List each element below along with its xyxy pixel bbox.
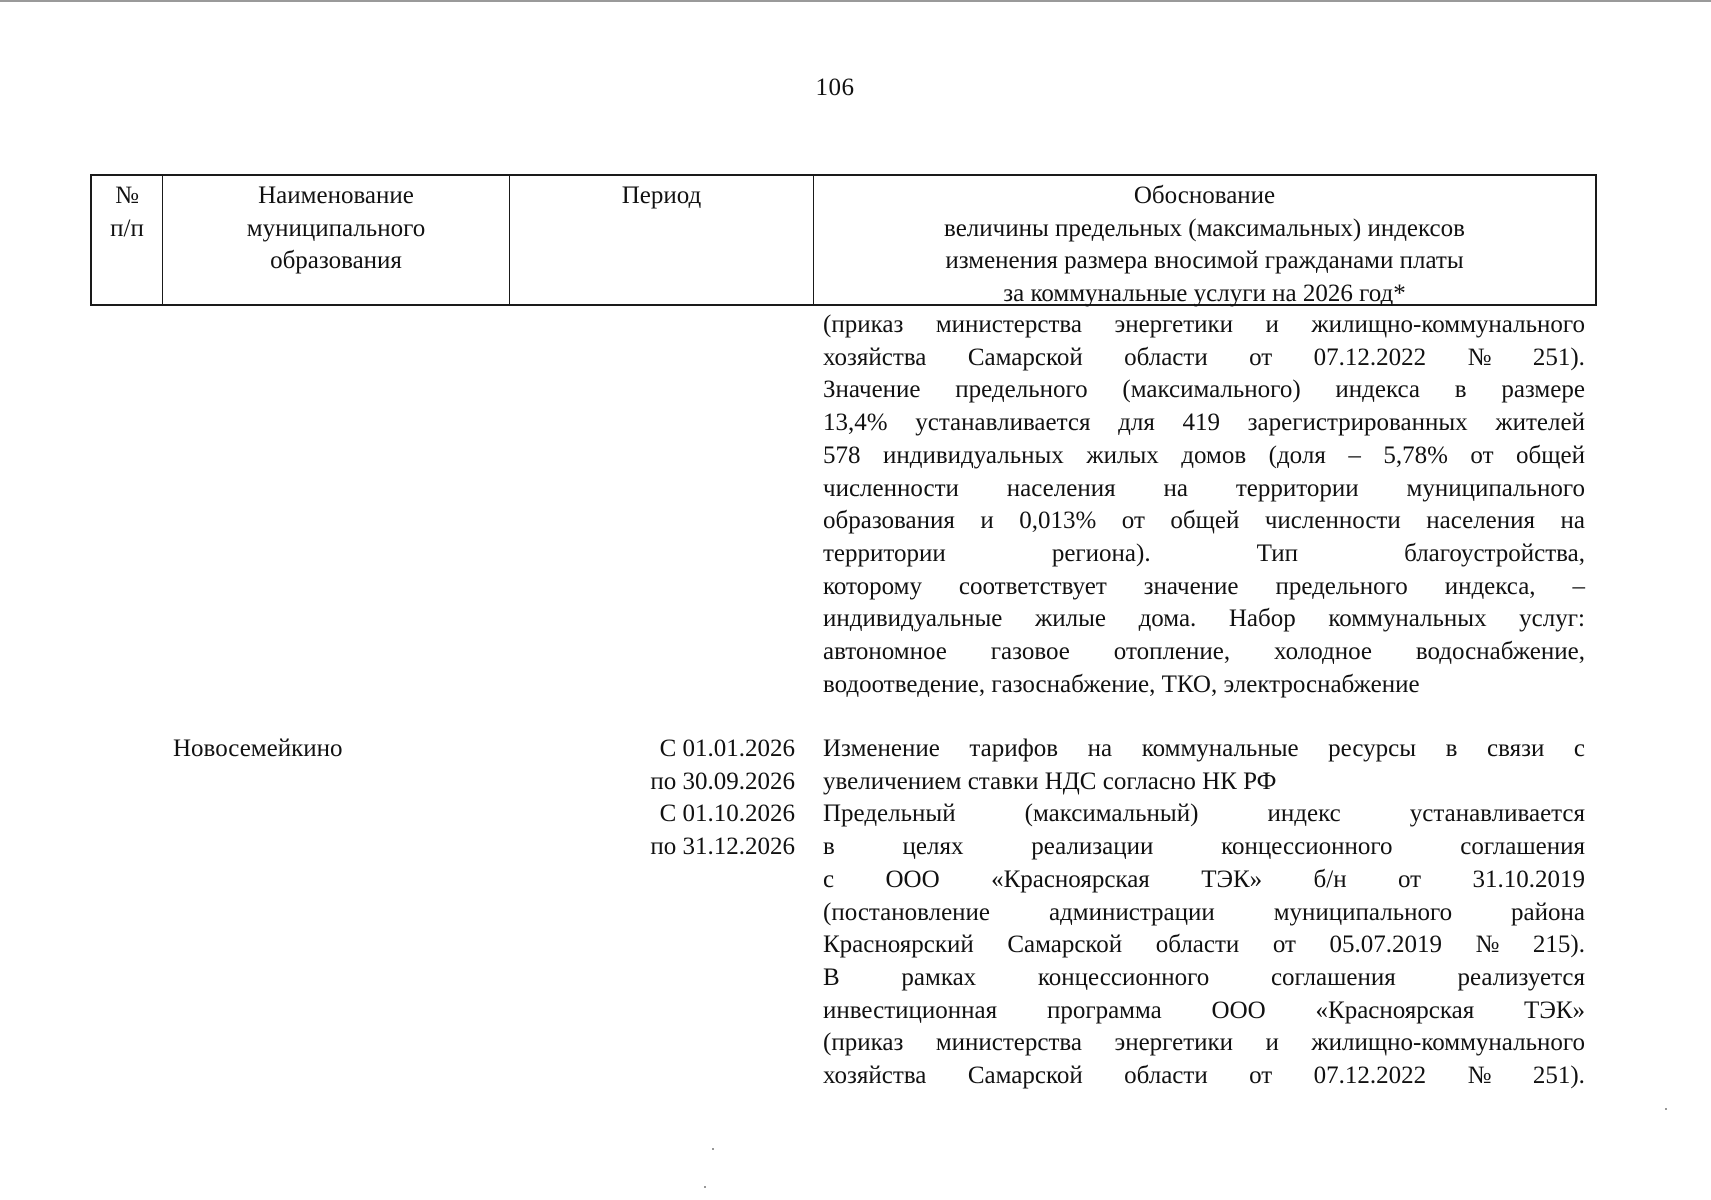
header-basis-line: Обоснование bbox=[1133, 182, 1276, 209]
header-municipality-line: муниципального bbox=[246, 214, 426, 242]
text-line bbox=[823, 407, 1585, 440]
word: № bbox=[1467, 1062, 1492, 1090]
word: которому bbox=[823, 572, 922, 600]
page-number: 106 bbox=[815, 74, 855, 101]
text-line bbox=[823, 505, 1585, 538]
word: населения bbox=[1426, 507, 1536, 535]
header-cell-municipality bbox=[163, 176, 510, 304]
word: 07.12.2022 bbox=[1313, 1062, 1427, 1090]
word: для bbox=[1118, 409, 1155, 437]
word: от bbox=[1272, 931, 1296, 959]
word: 13,4% bbox=[823, 409, 888, 437]
period-cell bbox=[540, 733, 795, 864]
word: «Красноярская bbox=[1315, 996, 1475, 1024]
word: области bbox=[1124, 343, 1208, 371]
word: хозяйства bbox=[823, 1062, 927, 1090]
word: № bbox=[1467, 343, 1492, 371]
word: области bbox=[1124, 1062, 1208, 1090]
header-basis-line: изменения размера вносимой гражданами платы bbox=[945, 247, 1464, 274]
word: министерства bbox=[935, 311, 1082, 338]
word: тарифов bbox=[969, 735, 1059, 762]
word: жилых bbox=[1086, 441, 1159, 469]
text-line bbox=[823, 374, 1585, 407]
word: № bbox=[1475, 931, 1500, 959]
word: энергетики bbox=[1114, 311, 1234, 338]
word: 07.12.2022 bbox=[1313, 343, 1427, 371]
text-line bbox=[823, 473, 1585, 506]
word: водоснабжение, bbox=[1415, 638, 1585, 666]
text-line bbox=[823, 831, 1585, 864]
word: ресурсы bbox=[1328, 735, 1417, 762]
header-municipality-line: Наименование bbox=[258, 182, 414, 209]
table-header bbox=[90, 174, 1597, 306]
word: численности bbox=[1264, 507, 1401, 535]
word: на bbox=[1560, 507, 1585, 535]
period-line: по 30.09.2026 bbox=[650, 767, 795, 795]
text-line bbox=[823, 733, 1585, 766]
period-line: С 01.10.2026 bbox=[659, 800, 795, 828]
scan-speck bbox=[712, 1148, 714, 1150]
scan-speck bbox=[704, 1186, 706, 1188]
word: от bbox=[1397, 865, 1422, 893]
word: Предельный bbox=[823, 800, 956, 828]
word: жилищно-коммунального bbox=[1311, 1029, 1585, 1057]
word: муниципального bbox=[1273, 898, 1453, 926]
word: области bbox=[1155, 931, 1240, 959]
word: зарегистрированных bbox=[1247, 409, 1468, 437]
text-line: увеличением ставки НДС согласно НК РФ bbox=[823, 767, 1277, 795]
word: соглашения bbox=[1270, 963, 1396, 991]
word: от bbox=[1121, 507, 1145, 535]
word: ТЭК» bbox=[1201, 865, 1263, 893]
text-line bbox=[823, 1027, 1585, 1060]
text-line bbox=[823, 309, 1585, 342]
word: ООО bbox=[1211, 996, 1266, 1024]
word: Значение bbox=[823, 376, 921, 404]
word: Набор bbox=[1228, 605, 1296, 633]
text-line bbox=[823, 603, 1585, 636]
word: отопление, bbox=[1113, 638, 1231, 666]
word: и bbox=[1265, 311, 1279, 338]
word: (приказ bbox=[823, 311, 904, 338]
text-line bbox=[823, 636, 1585, 669]
word: муниципального bbox=[1406, 474, 1585, 502]
header-cell-basis bbox=[814, 176, 1595, 307]
word: администрации bbox=[1048, 898, 1215, 926]
word: соглашения bbox=[1460, 833, 1585, 861]
word: (постановление bbox=[823, 898, 991, 926]
word: Самарской bbox=[967, 343, 1083, 371]
word: общей bbox=[1170, 507, 1240, 535]
word: рамках bbox=[901, 963, 977, 991]
word: в bbox=[1454, 376, 1467, 404]
word: хозяйства bbox=[823, 343, 927, 371]
word: холодное bbox=[1274, 638, 1372, 666]
scan-speck bbox=[1665, 1108, 1667, 1110]
word: от bbox=[1249, 1062, 1273, 1090]
word: Изменение bbox=[823, 735, 940, 762]
text-line bbox=[823, 929, 1585, 962]
word: общей bbox=[1516, 441, 1585, 469]
header-number-line: № bbox=[115, 182, 139, 209]
header-cell-number bbox=[92, 176, 163, 304]
word: и bbox=[980, 507, 994, 535]
word: благоустройства, bbox=[1404, 539, 1585, 567]
word: жителей bbox=[1495, 409, 1585, 437]
word: индивидуальные bbox=[823, 605, 1003, 633]
word: предельного bbox=[955, 376, 1088, 404]
header-number-line: п/п bbox=[110, 214, 144, 242]
novosemeikino-basis-text bbox=[823, 733, 1585, 1093]
word: концессионного bbox=[1037, 963, 1210, 991]
word: в bbox=[1445, 735, 1458, 762]
word: концессионного bbox=[1221, 833, 1393, 861]
word: Самарской bbox=[967, 1062, 1083, 1090]
text-line bbox=[823, 538, 1585, 571]
word: на bbox=[1087, 735, 1113, 762]
text-line bbox=[823, 440, 1585, 473]
word: Тип bbox=[1256, 539, 1299, 567]
word: инвестиционная bbox=[823, 996, 998, 1024]
word: предельного bbox=[1275, 572, 1408, 600]
word: жилищно-коммунального bbox=[1311, 311, 1585, 338]
word: размере bbox=[1501, 376, 1585, 404]
text-line bbox=[823, 1060, 1585, 1093]
word: на bbox=[1163, 474, 1188, 502]
word: численности bbox=[823, 474, 959, 502]
word: (максимальный) bbox=[1024, 800, 1199, 828]
period-line: С 01.01.2026 bbox=[659, 735, 795, 762]
word: реализуется bbox=[1457, 963, 1585, 991]
header-cell-period bbox=[510, 176, 814, 304]
word: ООО bbox=[885, 865, 940, 893]
text-line bbox=[823, 995, 1585, 1028]
word: – bbox=[1348, 441, 1361, 469]
word: Самарской bbox=[1007, 931, 1123, 959]
word: б/н bbox=[1313, 865, 1347, 893]
word: коммунальных bbox=[1328, 605, 1487, 633]
word: – bbox=[1572, 572, 1585, 600]
word: министерства bbox=[935, 1029, 1082, 1057]
word: устанавливается bbox=[1409, 800, 1585, 828]
word: образования bbox=[823, 507, 955, 535]
word: региона). bbox=[1051, 539, 1151, 567]
word: с bbox=[1573, 735, 1585, 762]
word: жилые bbox=[1034, 605, 1106, 633]
word: индекса bbox=[1335, 376, 1420, 404]
continuation-basis-text bbox=[823, 309, 1585, 701]
word: 0,013% bbox=[1019, 507, 1097, 535]
word: программа bbox=[1046, 996, 1162, 1024]
word: реализации bbox=[1031, 833, 1154, 861]
word: Красноярский bbox=[823, 931, 974, 959]
text-line bbox=[823, 864, 1585, 897]
word: ТЭК» bbox=[1524, 996, 1585, 1024]
word: 419 bbox=[1182, 409, 1220, 437]
word: 251). bbox=[1532, 1062, 1585, 1090]
text-line bbox=[823, 962, 1585, 995]
word: связи bbox=[1487, 735, 1545, 762]
word: В bbox=[823, 963, 840, 991]
word: 251). bbox=[1532, 343, 1585, 371]
word: «Красноярская bbox=[991, 865, 1150, 893]
header-municipality-line: образования bbox=[270, 247, 402, 274]
word: 05.07.2019 bbox=[1329, 931, 1442, 959]
word: автономное bbox=[823, 638, 947, 666]
word: целях bbox=[902, 833, 964, 861]
header-basis-line: величины предельных (максимальных) индексов bbox=[944, 214, 1465, 242]
word: (максимального) bbox=[1122, 376, 1301, 404]
word: значение bbox=[1143, 572, 1239, 600]
word: (приказ bbox=[823, 1029, 904, 1057]
word: района bbox=[1511, 898, 1585, 926]
text-line: водоотведение, газоснабжение, ТКО, электроснабжение bbox=[823, 670, 1420, 698]
word: газовое bbox=[990, 638, 1070, 666]
word: с bbox=[823, 865, 835, 893]
word: индекса, bbox=[1444, 572, 1536, 600]
word: домов bbox=[1181, 441, 1247, 469]
word: территории bbox=[1235, 474, 1359, 502]
word: 578 bbox=[823, 441, 861, 469]
text-line bbox=[823, 897, 1585, 930]
page-top-edge bbox=[0, 0, 1711, 2]
word: дома. bbox=[1138, 605, 1197, 633]
word: 31.10.2019 bbox=[1472, 865, 1585, 893]
word: индекс bbox=[1267, 800, 1341, 828]
word: (доля bbox=[1268, 441, 1326, 469]
word: 5,78% bbox=[1383, 441, 1448, 469]
text-line bbox=[823, 571, 1585, 604]
word: услуг: bbox=[1519, 605, 1585, 633]
word: от bbox=[1249, 343, 1273, 371]
word: населения bbox=[1006, 474, 1116, 502]
word: индивидуальных bbox=[883, 441, 1064, 469]
word: территории bbox=[823, 539, 946, 567]
header-period-line: Период bbox=[621, 182, 702, 209]
header-basis-line: за коммунальные услуги на 2026 год* bbox=[1003, 279, 1406, 307]
period-line: по 31.12.2026 bbox=[650, 833, 795, 861]
word: соответствует bbox=[958, 572, 1107, 600]
word: устанавливается bbox=[915, 409, 1091, 437]
word: и bbox=[1265, 1029, 1279, 1057]
word: в bbox=[823, 833, 835, 861]
word: 215). bbox=[1532, 931, 1585, 959]
word: коммунальные bbox=[1141, 735, 1299, 762]
word: от bbox=[1470, 441, 1494, 469]
text-line bbox=[823, 342, 1585, 375]
word: энергетики bbox=[1114, 1029, 1234, 1057]
municipality-name: Новосемейкино bbox=[173, 735, 343, 762]
text-line bbox=[823, 798, 1585, 831]
